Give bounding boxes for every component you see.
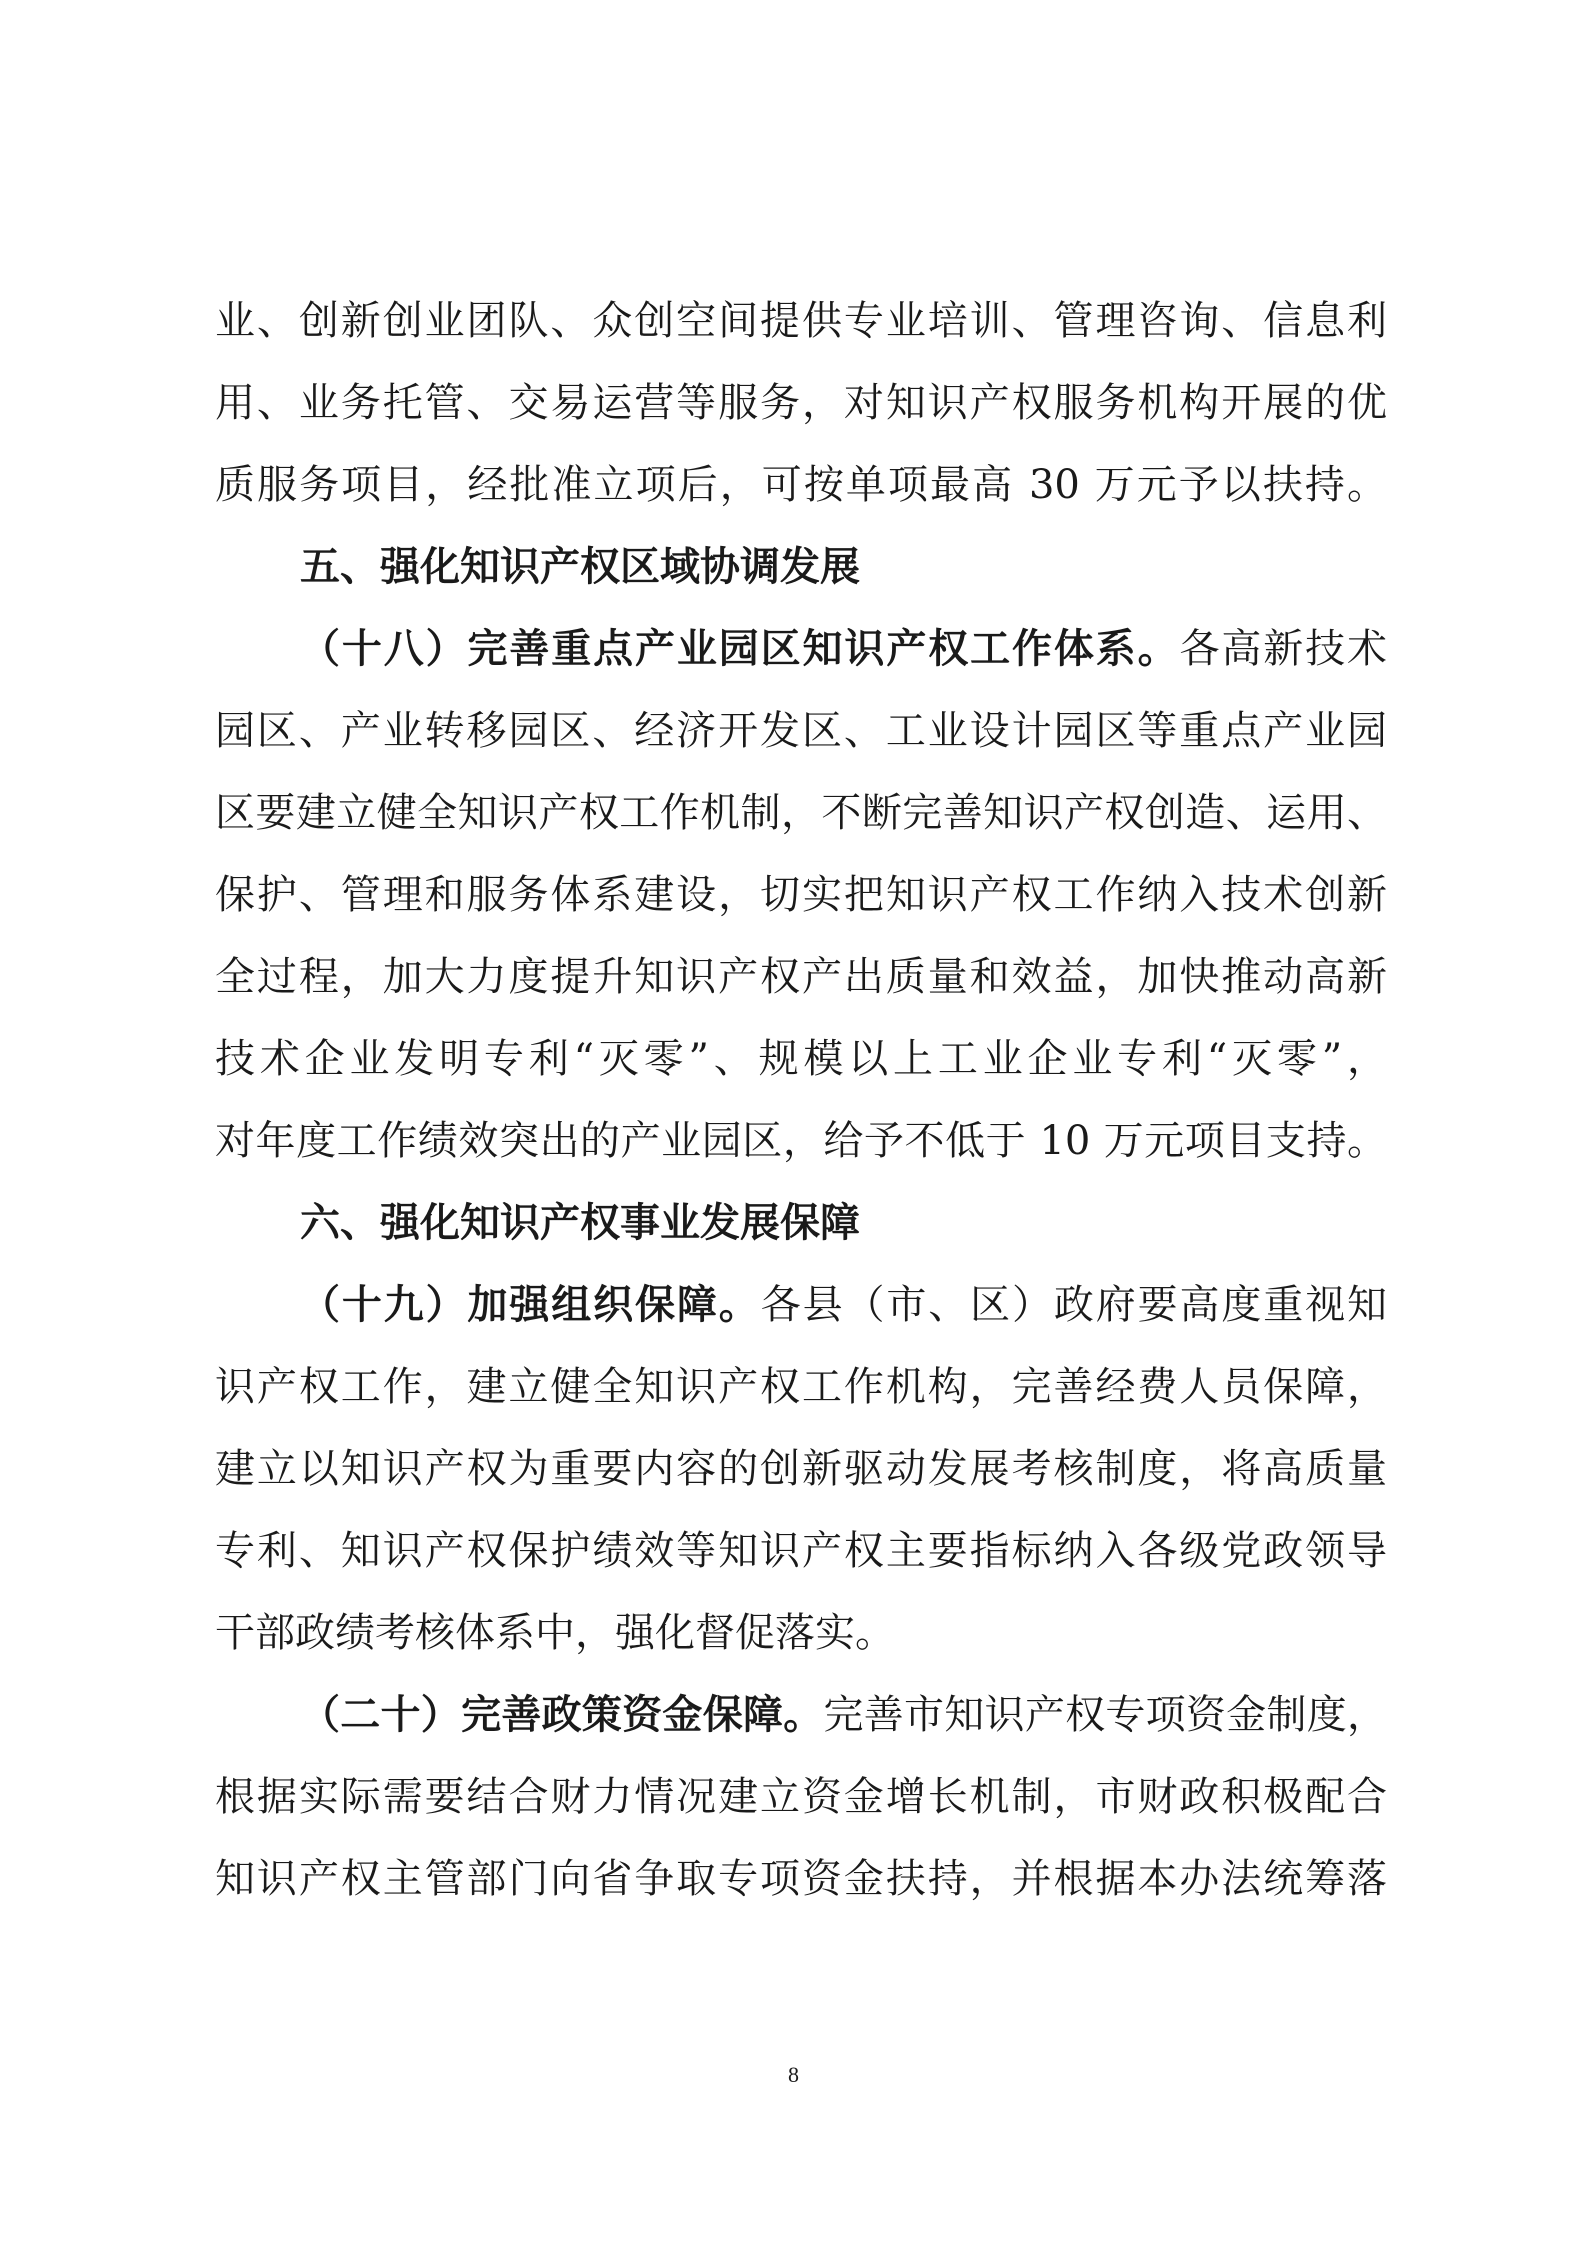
paragraph-line: 用、业务托管、交易运营等服务，对知识产权服务机构开展的优 bbox=[215, 380, 1387, 426]
paragraph-text: 各县（市、区）政府要高度重视知 bbox=[760, 1282, 1387, 1328]
paragraph-first-line bbox=[300, 1264, 1387, 1346]
paragraph-text: 各高新技术 bbox=[1179, 626, 1387, 672]
paragraph-line: 专利、知识产权保护绩效等知识产权主要指标纳入各级党政领导 bbox=[215, 1528, 1387, 1574]
paragraph-text: 完善市知识产权专项资金制度， bbox=[823, 1692, 1387, 1738]
paragraph-first-line bbox=[300, 608, 1387, 690]
paragraph-line: 质服务项目，经批准立项后，可按单项最高 30 万元予以扶持。 bbox=[215, 462, 1387, 508]
paragraph-line: 对年度工作绩效突出的产业园区，给予不低于 10 万元项目支持。 bbox=[215, 1118, 1387, 1164]
paragraph-line: 园区、产业转移园区、经济开发区、工业设计园区等重点产业园 bbox=[215, 708, 1387, 754]
paragraph-line: 知识产权主管部门向省争取专项资金扶持，并根据本办法统筹落 bbox=[215, 1856, 1387, 1902]
paragraph-line: 技术企业发明专利“灭零”、规模以上工业企业专利“灭零”， bbox=[215, 1036, 1387, 1082]
page-number: 8 bbox=[788, 2062, 799, 2087]
paragraph-line: 根据实际需要结合财力情况建立资金增长机制，市财政积极配合 bbox=[215, 1774, 1387, 1820]
paragraph-line: 识产权工作，建立健全知识产权工作机构，完善经费人员保障， bbox=[215, 1364, 1387, 1410]
paragraph-line: 保护、管理和服务体系建设，切实把知识产权工作纳入技术创新 bbox=[215, 872, 1387, 918]
section-heading: 六、强化知识产权事业发展保障 bbox=[300, 1200, 860, 1246]
paragraph-line: 全过程，加大力度提升知识产权产出质量和效益，加快推动高新 bbox=[215, 954, 1387, 1000]
paragraph-lead: （十九）加强组织保障。 bbox=[300, 1282, 761, 1328]
paragraph-line: 业、创新创业团队、众创空间提供专业培训、管理咨询、信息利 bbox=[215, 298, 1387, 344]
paragraph-lead: （十八）完善重点产业园区知识产权工作体系。 bbox=[300, 626, 1180, 672]
paragraph-line: 建立以知识产权为重要内容的创新驱动发展考核制度，将高质量 bbox=[215, 1446, 1387, 1492]
paragraph-last-line: 干部政绩考核体系中，强化督促落实。 bbox=[215, 1610, 895, 1656]
paragraph-first-line bbox=[300, 1674, 1387, 1756]
section-heading: 五、强化知识产权区域协调发展 bbox=[300, 544, 860, 590]
paragraph-lead: （二十）完善政策资金保障。 bbox=[300, 1692, 824, 1738]
paragraph-line: 区要建立健全知识产权工作机制，不断完善知识产权创造、运用、 bbox=[215, 790, 1387, 836]
